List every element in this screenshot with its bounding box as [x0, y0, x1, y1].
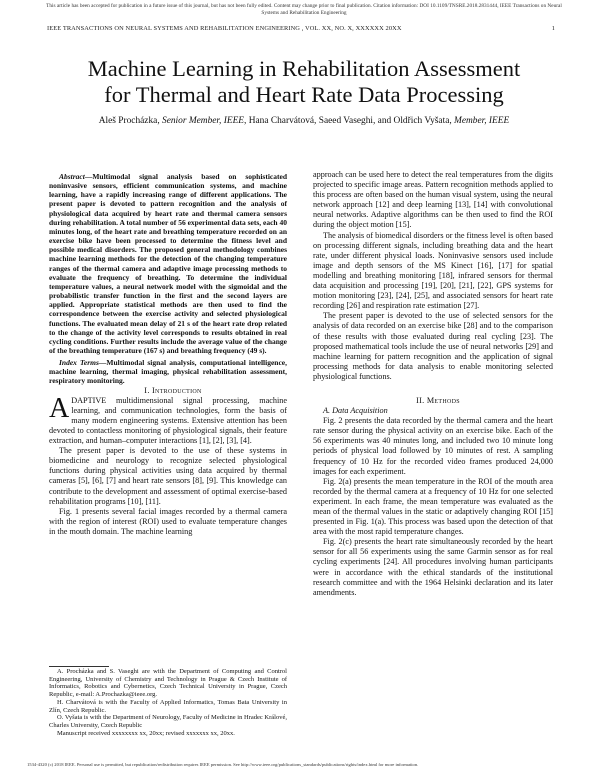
footnote-manuscript: Manuscript received xxxxxxxx xx, 20xx; revised xxxxxxx xx, 20xx. — [57, 729, 235, 737]
intro-paragraph-5: The analysis of biomedical disorders or the fitness level is often based on processing different signals, including breathing data and the heart rate, under different physical loads. Noninvasive sensors used include image and depth sensors of the MS Kinect [16], [17] for spatial modelling and breathing monitoring [18], infrared sensors for thermal data acquisition and processing [19], [20], [21], [22], GPS systems for motion monitoring [23], [24], [25], and associated sensors for heart rate recording [26] and respiration rate estimation [27]. — [313, 230, 553, 311]
abstract-text: —Multimodal signal analysis based on sophisticated noninvasive sensors, efficient communication systems, and machine learning, have a rapidly increasing range of different applications. The present paper is devoted to pattern recognition and the analysis of physiological data acquired by heart rate and thermal camera sensors during rehabilitation. A total number of 56 experimental data sets, each 40 minutes long, of the heart rate and breathing temperature recorded on an exercise bike have been processed to determine the fitness level and possible medical disorders. The proposed general methodology combines machine learning methods for the detection of the changing temperature ranges of the thermal camera and adaptive image processing methods to evaluate the frequency of breathing. To determine the individual temperature values, a neural network model with the sigmoidal and the probabilistic transfer function in the first and the second layers are applied. Appropriate statistical methods are then used to find the correspondence between the exercise activity and selected physiological functions. The evaluated mean delay of 21 s of the heart rate drop related to the change of the activity level corresponds to results obtained in real cycling conditions. Further results include the average value of the change of the breathing temperature (167 s) and breathing frequency (49 s). — [49, 172, 287, 355]
title-line-2: for Thermal and Heart Rate Data Processing — [104, 82, 504, 107]
author-list: Aleš Procházka, Senior Member, IEEE, Hana Charvátová, Saeed Vaseghi, and Oldřich Vyšata, Member, IEEE — [98, 116, 510, 126]
left-column — [49, 172, 287, 537]
abstract — [49, 172, 287, 355]
intro-paragraph-1: ADAPTIVE multidimensional signal processing, machine learning, and communication technologies, form the basis of many modern engineering systems. Extensive attention has been devoted to contactless monitoring of physiological signals, their feature extraction, and human–computer interactions [1], [2], [3], [4]. — [49, 392, 287, 446]
methods-paragraph-2: Fig. 2(a) presents the mean temperature in the ROI of the mouth area recorded by the thermal camera at a frequency of 10 Hz for one selected experiment. In each frame, the mean temperature was evaluated as the mean of the thermal values in the static or adaptively changing ROI [15] presented in Fig. 1(a). This process was based upon the detection of that area with the most rapid temperature changes. — [313, 476, 553, 537]
publication-notice: This article has been accepted for publication in a future issue of this journal, but has not been fully edited. Content may change prior to final publication. Citation information: DOI 10.1109/TNSRE.2018.2831444, IEEE Transactions on Neural Systems and Rehabilitation Engineering — [46, 3, 562, 16]
abstract-label: Abstract — [59, 172, 85, 181]
copyright-line: 1534-4320 (c) 2018 IEEE. Personal use is permitted, but republication/redistribution requires IEEE permission. See http://www.ieee.org/publications_standards/publications/rights/index.html for more information. — [27, 762, 419, 767]
title-line-1: Machine Learning in Rehabilitation Assessment — [87, 56, 521, 81]
section-heading-methods: II. Methods — [416, 395, 460, 405]
intro-paragraph-4: approach can be used here to detect the real temperatures from the digits projected to specific image areas. Pattern recognition methods applied to this process are often based on the human visual system, using the neural network approach [12] and deep learning [13], [14] with convolutional neural networks. Adaptive algorithms can be then used to find the ROI during the object motion [15]. — [313, 170, 553, 230]
running-head — [47, 25, 555, 32]
journal-header: IEEE TRANSACTIONS ON NEURAL SYSTEMS AND REHABILITATION ENGINEERING , VOL. XX, NO. X, XXXXXX 20XX — [47, 25, 402, 32]
paper-title — [40, 56, 568, 108]
index-terms-text: —Multimodal signal analysis, computational intelligence, machine learning, thermal imaging, physical rehabilitation assessment, respiratory monitoring. — [49, 358, 288, 386]
methods-paragraph-1: Fig. 2 presents the data recorded by the thermal camera and the heart rate sensor during the physical activity on an exercise bike. Each of the 56 experiments was 40 minutes long, and included two 10 minute long periods of physical load followed by 10 minutes of rest. A sampling frequency of 10 Hz for the recorded video frames produced 24,000 images for each experiment. — [313, 416, 553, 476]
section-heading-introduction: I. Introduction — [144, 385, 202, 395]
footnote-affiliation-2: H. Charvátová is with the Faculty of Applied Informatics, Tomas Bata University in Zlín, Czech Republic. — [49, 698, 287, 714]
right-column — [313, 170, 553, 598]
footnote-affiliation-3: O. Vyšata is with the Department of Neurology, Faculty of Medicine in Hradec Králové, Charles University, Czech Republic — [49, 714, 287, 729]
intro-paragraph-6: The present paper is devoted to the use of selected sensors for the analysis of data recorded on an exercise bike [28] and to the comparison of these results with those evaluated during real cycling [23]. The proposed mathematical tools include the use of neural networks [29] and machine learning for pattern recognition and the application of signal processing methods for data analysis to enable monitoring selected physiological functions. — [313, 311, 553, 381]
index-terms-label: Index Terms — [59, 358, 99, 368]
footnote-rule — [49, 666, 109, 667]
drop-cap: A — [49, 392, 70, 424]
subsection-heading-data-acquisition: A. Data Acquisition — [323, 406, 388, 416]
intro-paragraph-3: Fig. 1 presents several facial images recorded by a thermal camera with the region of interest (ROI) used to evaluate temperature changes in the mouth domain. The machine learning — [49, 506, 287, 536]
footnotes — [49, 668, 287, 737]
page-number: 1 — [551, 25, 555, 32]
index-terms — [49, 358, 287, 385]
intro-paragraph-2: The present paper is devoted to the use of these systems in biomedicine and neurology to recognize selected physiological functions during physical activities using data acquired by thermal cameras [5], [6], [7] and heart rate sensors [8], [9]. This knowledge can contribute to the development and assessment of optimal exercise-based rehabilitation programs [10], [11]. — [49, 446, 287, 506]
footnote-affiliation-1: A. Procházka and S. Vaseghi are with the Department of Computing and Control Engineering, University of Chemistry and Technology in Prague & Czech Institute of Informatics, Robotics and Cybernetics, Czech Technical University in Prague, Czech Republic, e-mail: A.Prochazka@ieee.org. — [49, 668, 287, 699]
methods-paragraph-3: Fig. 2(c) presents the heart rate simultaneously recorded by the heart sensor for all 56 experiments using the same Garmin sensor as for real cycling experiments [24]. All procedures involving human participants were in accordance with the ethical standards of the institutional research committee and with the 1964 Helsinki declaration and its later amendments. — [313, 537, 553, 597]
